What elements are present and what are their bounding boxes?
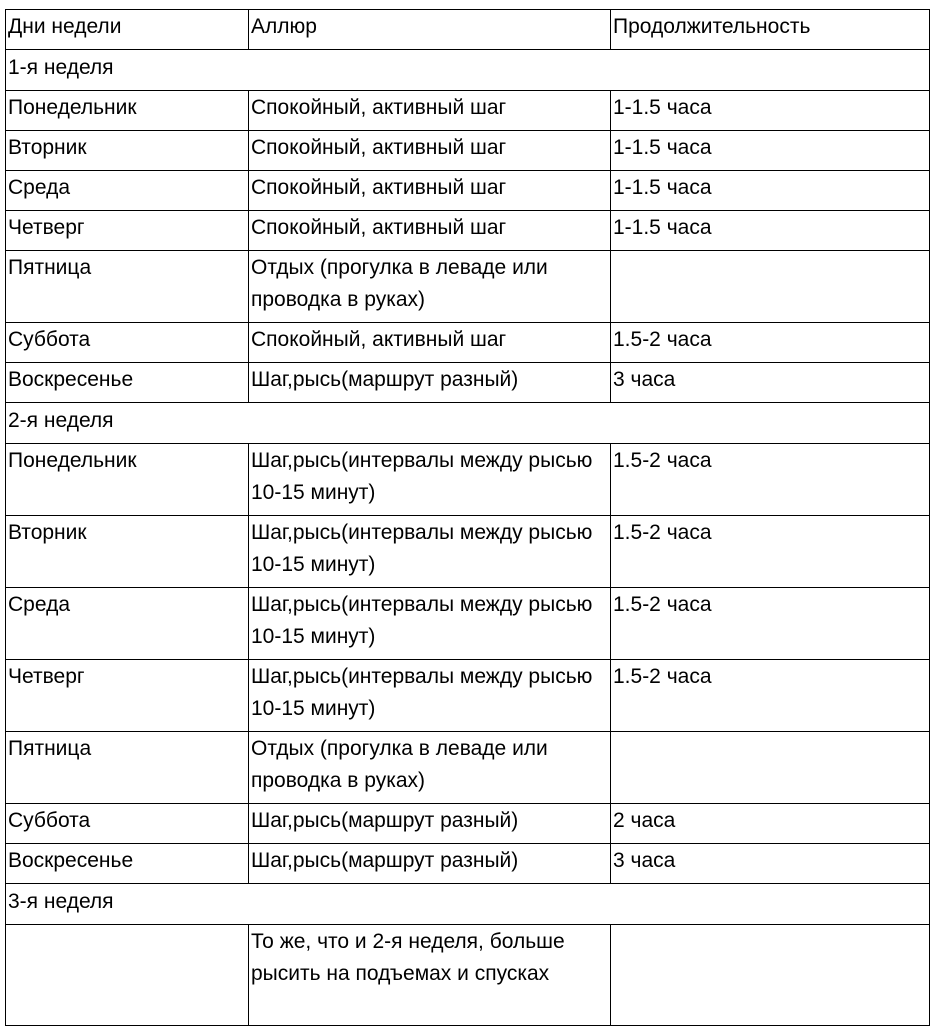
- gait-cell: Отдых (прогулка в леваде или проводка в руках): [249, 251, 611, 323]
- day-cell: Суббота: [6, 804, 249, 844]
- gait-cell: Спокойный, активный шаг: [249, 211, 611, 251]
- header-cell-gait: Аллюр: [249, 10, 611, 50]
- table-row: [6, 660, 930, 732]
- duration-cell: 1-1.5 часа: [611, 211, 930, 251]
- gait-cell: Шаг,рысь(маршрут разный): [249, 804, 611, 844]
- gait-cell: Спокойный, активный шаг: [249, 131, 611, 171]
- table-row: [6, 925, 930, 1026]
- day-cell: Понедельник: [6, 444, 249, 516]
- duration-cell: 3 часа: [611, 844, 930, 884]
- gait-cell: Шаг,рысь(маршрут разный): [249, 844, 611, 884]
- week-title: 2-я неделя: [6, 403, 930, 444]
- gait-cell: Спокойный, активный шаг: [249, 323, 611, 363]
- duration-cell: 1-1.5 часа: [611, 131, 930, 171]
- duration-cell: 1.5-2 часа: [611, 516, 930, 588]
- gait-cell: Шаг,рысь(маршрут разный): [249, 363, 611, 403]
- duration-cell: 3 часа: [611, 363, 930, 403]
- table-row: [6, 211, 930, 251]
- week-title: 1-я неделя: [6, 50, 930, 91]
- table-row: [6, 804, 930, 844]
- duration-cell: 2 часа: [611, 804, 930, 844]
- table-row: [6, 363, 930, 403]
- gait-cell: Спокойный, активный шаг: [249, 171, 611, 211]
- week-title: 3-я неделя: [6, 884, 930, 925]
- gait-cell: Шаг,рысь(интервалы между рысью 10-15 минут): [249, 444, 611, 516]
- table-row: [6, 91, 930, 131]
- day-cell: Понедельник: [6, 91, 249, 131]
- duration-cell: [611, 925, 930, 1026]
- week-row: [6, 884, 930, 925]
- duration-cell: 1.5-2 часа: [611, 444, 930, 516]
- duration-cell: 1.5-2 часа: [611, 660, 930, 732]
- day-cell: Суббота: [6, 323, 249, 363]
- day-cell: Пятница: [6, 251, 249, 323]
- day-cell: Воскресенье: [6, 363, 249, 403]
- day-cell: Четверг: [6, 660, 249, 732]
- day-cell: Среда: [6, 588, 249, 660]
- header-cell-day: Дни недели: [6, 10, 249, 50]
- gait-cell: Шаг,рысь(интервалы между рысью 10-15 минут): [249, 516, 611, 588]
- day-cell: Среда: [6, 171, 249, 211]
- duration-cell: [611, 251, 930, 323]
- day-cell: Вторник: [6, 131, 249, 171]
- table-row: [6, 732, 930, 804]
- week-row: [6, 403, 930, 444]
- table-row: [6, 131, 930, 171]
- header-cell-duration: Продолжительность: [611, 10, 930, 50]
- duration-cell: 1-1.5 часа: [611, 171, 930, 211]
- gait-cell: Шаг,рысь(интервалы между рысью 10-15 минут): [249, 660, 611, 732]
- gait-cell: То же, что и 2-я неделя, больше рысить на подъемах и спусках: [249, 925, 611, 1026]
- table-row: [6, 323, 930, 363]
- table-row: [6, 444, 930, 516]
- duration-cell: 1.5-2 часа: [611, 588, 930, 660]
- table-row: [6, 844, 930, 884]
- duration-cell: 1.5-2 часа: [611, 323, 930, 363]
- duration-cell: 1-1.5 часа: [611, 91, 930, 131]
- week-row: [6, 50, 930, 91]
- table-row: [6, 516, 930, 588]
- duration-cell: [611, 732, 930, 804]
- day-cell: Четверг: [6, 211, 249, 251]
- day-cell: Воскресенье: [6, 844, 249, 884]
- day-cell: Пятница: [6, 732, 249, 804]
- table-row: [6, 171, 930, 211]
- header-row: [6, 10, 930, 50]
- training-schedule-table: [5, 9, 930, 1026]
- day-cell: Вторник: [6, 516, 249, 588]
- table-row: [6, 588, 930, 660]
- gait-cell: Отдых (прогулка в леваде или проводка в руках): [249, 732, 611, 804]
- gait-cell: Спокойный, активный шаг: [249, 91, 611, 131]
- gait-cell: Шаг,рысь(интервалы между рысью 10-15 минут): [249, 588, 611, 660]
- table-row: [6, 251, 930, 323]
- day-cell: [6, 925, 249, 1026]
